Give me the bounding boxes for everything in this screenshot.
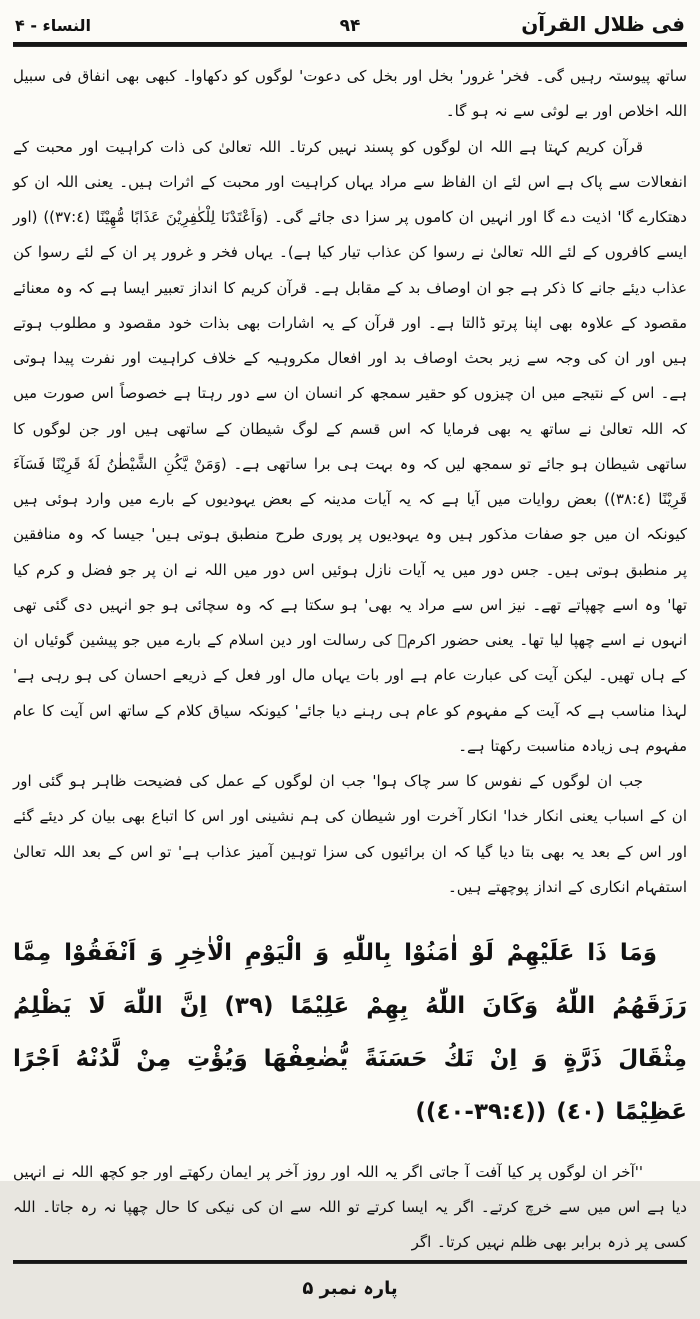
page-header	[13, 0, 687, 42]
paragraph-commentary-2: جب ان لوگوں کے نفوس کا سر چاک ہوا' جب ان لوگوں کے عمل کی فضیحت ظاہر ہو گئی اور ان کے اسباب یعنی انکار خدا' انکار آخرت اور شیطان کی ہم نشینی اور اس کا اتباع بھی بیان کر دیئے گئے اور اس کے بعد یہ بھی بتا دیا گیا کہ ان برائیوں کی سزا توہین آمیز عذاب ہے' تو اس کے بعد اللہ تعالیٰ استفہام انکاری کے انداز پوچھتے ہیں۔	[13, 772, 687, 896]
quran-verse-block: وَمَا ذَا عَلَيْهِمْ لَوْ اٰمَنُوْا بِاللّٰهِ وَ الْيَوْمِ الْاٰخِرِ وَ اَنْفَقُوْا مِمَّا رَزَقَهُمُ اللّٰهُ وَكَانَ اللّٰهُ بِهِمْ عَلِيْمًا (٣٩) اِنَّ اللّٰهَ لَا يَظْلِمُ مِثْقَالَ ذَرَّةٍ وَ اِنْ تَكُ حَسَنَةً يُّضٰعِفْهَا وَيُؤْتِ مِنْ لَّدُنْهُ اَجْرًا عَظِيْمًا (٤٠) ((٣٩:٤-٤٠))	[13, 940, 687, 1125]
page-number: ۹۴	[339, 16, 361, 36]
paragraph-commentary-1: قرآن کریم کہتا ہے اللہ ان لوگوں کو پسند نہیں کرتا۔ اللہ تعالیٰ کی ذات کراہیت اور محبت کے انفعالات سے پاک ہے اس لئے ان الفاظ سے مراد یہاں کراہیت اور محبت کے اثرات ہیں۔ یعنی اللہ ان کو دھتکارے گا' اذیت دے گا اور انہیں ان کاموں پر سزا دی جائے گی۔ (وَاَعْتَدْنَا لِلْكٰفِرِيْنَ عَذَابًا مُّهِيْنًا (٣٧:٤)) (اور ایسے کافروں کے لئے اللہ تعالیٰ نے رسوا کن عذاب تیار کیا ہے)۔ یہاں فخر و غرور پر ان کے لئے رسوا کن عذاب دیئے جانے کا ذکر ہے جو ان اوصاف بد کے مقابل ہے۔ قرآن کریم کا انداز تعبیر ایسا ہے کہ وہ معنائے مقصود کے علاوہ بھی اپنا پرتو ڈالتا ہے۔ اور قرآن کے یہ اشارات بھی بذات خود مقصود و مطلوب ہوتے ہیں اور ان کی وجہ سے زیر بحث اوصاف بد اور افعال مکروہیہ کے خلاف کراہیت اور نفرت پیدا ہوتی ہے۔ اس کے نتیجے میں ان چیزوں کو حقیر سمجھ کر انسان ان سے دور رہتا ہے خصوصاً اس صورت میں کہ اللہ تعالیٰ نے ساتھ یہ بھی فرمایا کہ اس قسم کے لوگ شیطان کے ساتھی ہیں اور جن لوگوں کا ساتھی شیطان ہو جائے تو سمجھ لیں کہ وہ بہت ہی برا ساتھی ہے۔ (وَمَنْ يَّكُنِ الشَّيْطٰنُ لَهٗ قَرِيْنًا فَسَآءَ قَرِيْنًا (٣٨:٤)) بعض روایات میں آیا ہے کہ یہ آیات مدینہ کے بعض یہودیوں کے بارے میں وارد ہوئی ہیں کیونکہ ان میں جو صفات مذکور ہیں وہ یہودیوں پر پوری طرح منطبق ہوتی ہیں' جیسا کہ وہ منافقین پر منطبق ہوتی ہیں۔ جس دور میں یہ آیات نازل ہوئیں اس دور میں اللہ نے ان پر جو فضل و کرم کیا تھا' وہ اسے چھپاتے تھے۔ نیز اس سے مراد یہ بھی' ہو سکتا ہے کہ وہ سچائی ہو جو انہیں دی گئی تھی انہوں نے اسے چھپا لیا تھا۔ یعنی حضور اکرمؐ کی رسالت اور دین اسلام کے بارے میں جو پیشین گوئیاں ان کے ہاں تھیں۔ لیکن آیت کی عبارت عام ہے اور بات یہاں مال اور فعل کے ذریعے احسان کی ہو رہی ہے' لہذا مناسب ہے کہ آیت کے مفہوم کو عام ہی رہنے دیا جائے' کیونکہ سیاق کلام کے ساتھ اس آیت کا عام مفہوم ہی زیادہ مناسبت رکھتا ہے۔	[13, 137, 687, 755]
para-number-label: پارہ نمبر ۵	[302, 1278, 398, 1300]
paragraph-continuation: ساتھ پیوستہ رہیں گی۔ فخر' غرور' بخل اور بخل کی دعوت' لوگوں کو دکھاوا۔ کبھی بھی انفاق فی سبیل اللہ اخلاص اور بے لوثی سے نہ ہو گا۔	[13, 67, 687, 121]
page-body	[13, 47, 687, 1260]
book-title: فی ظلال القرآن	[521, 12, 685, 36]
paragraph-translation: ''آخر ان لوگوں پر کیا آفت آ جاتی اگر یہ اللہ اور روز آخر پر ایمان رکھتے اور جو کچھ اللہ نے انہیں دیا ہے اس میں سے خرچ کرتے۔ اگر یہ ایسا کرتے تو اللہ سے ان کی نیکی کا حال چھپا نہ رہ جاتا۔ اللہ کسی پر ذرہ برابر بھی ظلم نہیں کرتا۔ اگر	[13, 1162, 687, 1252]
surah-reference: النساء - ۴	[14, 16, 92, 35]
